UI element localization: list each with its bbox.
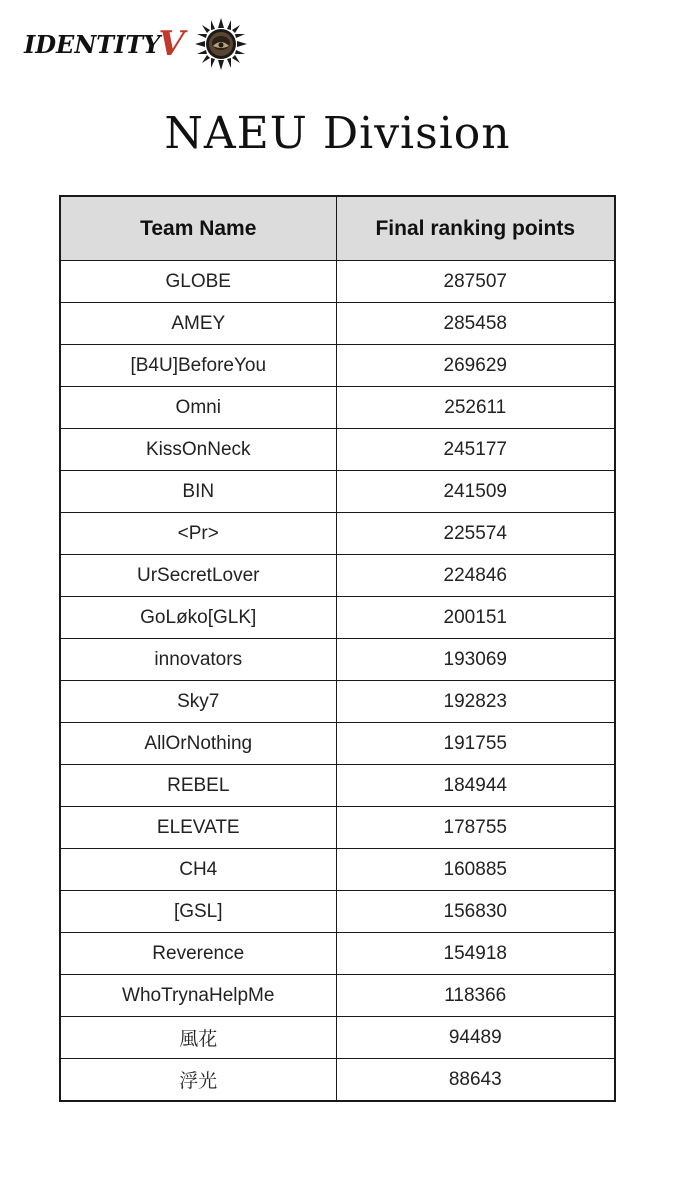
points-cell: 178755	[336, 807, 615, 849]
logo-text: IDENTITY	[24, 29, 161, 59]
points-cell: 200151	[336, 597, 615, 639]
points-cell: 154918	[336, 933, 615, 975]
points-cell: 245177	[336, 429, 615, 471]
table-row	[60, 597, 615, 639]
team-name-cell: AMEY	[60, 303, 336, 345]
points-cell: 118366	[336, 975, 615, 1017]
points-cell: 88643	[336, 1059, 615, 1102]
table-row	[60, 681, 615, 723]
team-name-cell: ELEVATE	[60, 807, 336, 849]
table-row	[60, 639, 615, 681]
team-name-cell: UrSecretLover	[60, 555, 336, 597]
points-cell: 156830	[336, 891, 615, 933]
table-row	[60, 1059, 615, 1102]
table-row	[60, 723, 615, 765]
points-cell: 224846	[336, 555, 615, 597]
table-row	[60, 975, 615, 1017]
table-row	[60, 891, 615, 933]
ranking-table	[59, 195, 616, 1102]
column-header-points: Final ranking points	[336, 196, 615, 261]
team-name-cell: KissOnNeck	[60, 429, 336, 471]
table-row	[60, 807, 615, 849]
team-name-cell: 浮光	[60, 1059, 336, 1102]
points-cell: 225574	[336, 513, 615, 555]
table-row	[60, 429, 615, 471]
team-name-cell: Omni	[60, 387, 336, 429]
page-title: NAEU Division	[164, 108, 511, 159]
column-header-team-name: Team Name	[60, 196, 336, 261]
team-name-cell: BIN	[60, 471, 336, 513]
team-name-cell: <Pr>	[60, 513, 336, 555]
team-name-cell: 風花	[60, 1017, 336, 1059]
points-cell: 94489	[336, 1017, 615, 1059]
team-name-cell: Reverence	[60, 933, 336, 975]
table-row	[60, 933, 615, 975]
table-row	[60, 261, 615, 303]
points-cell: 193069	[336, 639, 615, 681]
points-cell: 191755	[336, 723, 615, 765]
table-row	[60, 345, 615, 387]
header	[24, 16, 249, 72]
points-cell: 192823	[336, 681, 615, 723]
team-name-cell: [B4U]BeforeYou	[60, 345, 336, 387]
team-name-cell: [GSL]	[60, 891, 336, 933]
table-row	[60, 765, 615, 807]
team-name-cell: WhoTrynaHelpMe	[60, 975, 336, 1017]
table-row	[60, 555, 615, 597]
points-cell: 287507	[336, 261, 615, 303]
table-row	[60, 303, 615, 345]
league-emblem-icon	[193, 16, 249, 72]
points-cell: 252611	[336, 387, 615, 429]
ranking-table-container	[59, 195, 616, 1102]
points-cell: 184944	[336, 765, 615, 807]
table-row	[60, 387, 615, 429]
table-row	[60, 471, 615, 513]
team-name-cell: GLOBE	[60, 261, 336, 303]
points-cell: 269629	[336, 345, 615, 387]
team-name-cell: REBEL	[60, 765, 336, 807]
team-name-cell: CH4	[60, 849, 336, 891]
points-cell: 160885	[336, 849, 615, 891]
team-name-cell: AllOrNothing	[60, 723, 336, 765]
table-row	[60, 849, 615, 891]
table-row	[60, 1017, 615, 1059]
identity-v-logo	[24, 24, 190, 64]
points-cell: 241509	[336, 471, 615, 513]
team-name-cell: Sky7	[60, 681, 336, 723]
team-name-cell: innovators	[60, 639, 336, 681]
table-row	[60, 513, 615, 555]
logo-v: V	[154, 24, 190, 64]
points-cell: 285458	[336, 303, 615, 345]
table-header-row	[60, 196, 615, 261]
team-name-cell: GoLøko[GLK]	[60, 597, 336, 639]
